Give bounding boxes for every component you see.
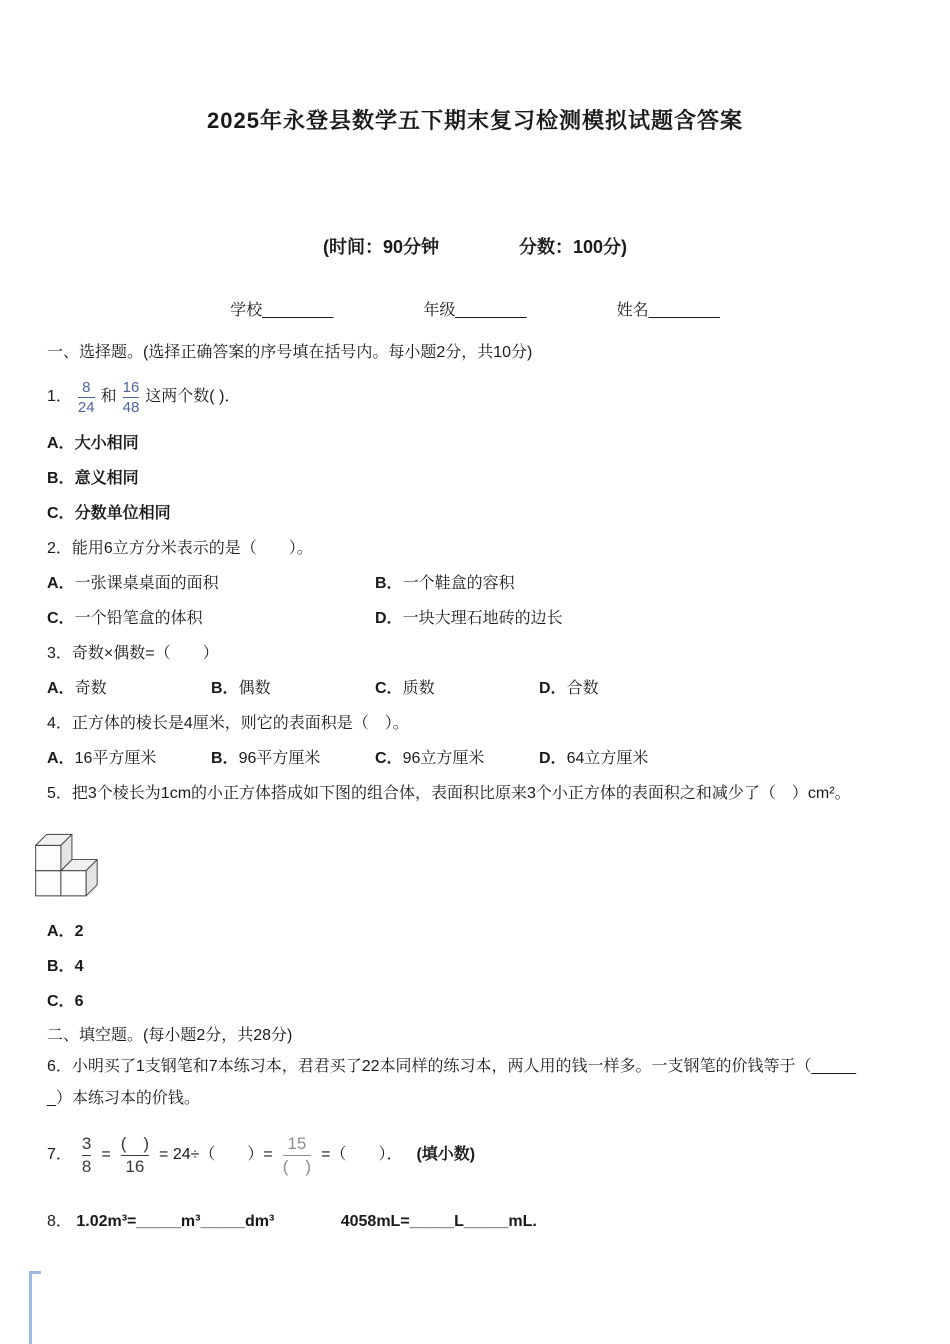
section-2-heading: 二、填空题。(每小题2分，共28分): [47, 1027, 293, 1044]
fraction-3-8: $\frac{3}{8}$: [81, 1133, 92, 1176]
section-1-heading: 一、选择题。(选择正确答案的序号填在括号内。每小题2分，共10分): [47, 344, 533, 361]
q5-option-b: B．4: [47, 958, 84, 975]
question-2-stem: 2．能用6立方分米表示的是（ ）。: [47, 540, 313, 557]
total-score-label: 分数：100分): [518, 237, 628, 257]
time-allowed-label: (时间：90分钟: [322, 237, 439, 257]
question-1-tail: 这两个数( )．: [145, 388, 241, 405]
q4-option-b: B．96平方厘米: [211, 750, 321, 767]
q3-options-row: [47, 678, 950, 700]
division-expression: = 24÷（ ）=: [159, 1146, 273, 1163]
equals-blank: =（ ）．: [321, 1146, 403, 1163]
q3-option-b: B．偶数: [211, 680, 271, 697]
q2-options-row-1: [47, 573, 950, 595]
three-cubes-illustration-icon: [18, 817, 118, 899]
q2-option-b: B．一个鞋盒的容积: [375, 575, 515, 592]
q1-option-c: C．分数单位相同: [47, 505, 171, 522]
exam-meta-line: [0, 235, 950, 259]
q5-option-a: A．2: [47, 923, 84, 940]
q1-option-b: B．意义相同: [47, 470, 139, 487]
question-8: [47, 1211, 950, 1233]
fraction-16-48: $\frac{16}{48}$: [122, 378, 140, 416]
q8-volume-conversion: 1.02m³=_____m³_____dm³: [76, 1213, 275, 1230]
equals-sign-1: =: [101, 1146, 111, 1163]
q5-option-c: C．6: [47, 993, 84, 1010]
question-1-connector: 和: [100, 388, 117, 405]
student-info-line: [0, 300, 950, 322]
page-title: 2025年永登县数学五下期末复习检测模拟试题含答案: [207, 108, 743, 133]
question-6-line-2: _）本练习本的价钱。: [47, 1090, 200, 1107]
q2-options-row-2: [47, 608, 950, 630]
question-5-stem: 5．把3个棱长为1cm的小正方体搭成如下图的组合体，表面积比原来3个小正方体的表面积之和减少了（ ）cm²。: [47, 785, 851, 802]
q4-option-c: C．96立方厘米: [375, 750, 485, 767]
question-3-stem: 3．奇数×偶数=（ ）: [47, 645, 219, 662]
q2-option-d: D．一块大理石地砖的边长: [375, 610, 563, 627]
q3-option-d: D．合数: [539, 680, 599, 697]
q1-option-a: A．大小相同: [47, 435, 139, 452]
question-7-equation: [47, 1126, 950, 1184]
question-4-stem: 4．正方体的棱长是4厘米，则它的表面积是（ ）。: [47, 715, 409, 732]
question-1-stem: [47, 374, 950, 420]
fraction-blank-16: $\frac{( )}{16}$: [120, 1133, 150, 1176]
q4-option-a: A．16平方厘米: [47, 750, 157, 767]
question-1-number: 1．: [47, 388, 72, 405]
q3-option-c: C．质数: [375, 680, 435, 697]
q3-option-a: A．奇数: [47, 680, 107, 697]
q2-option-c: C．一个铅笔盒的体积: [47, 610, 203, 627]
cube-stack-figure: [18, 817, 118, 899]
name-blank: 姓名________: [616, 302, 720, 319]
question-8-number: 8．: [47, 1213, 72, 1230]
decimal-hint-label: (填小数): [416, 1146, 476, 1163]
q4-options-row: [47, 748, 950, 770]
q8-capacity-conversion: 4058mL=_____L_____mL.: [340, 1213, 537, 1230]
school-blank: 学校________: [230, 302, 334, 319]
page-edge-artifact: [29, 1271, 41, 1344]
question-7-number: 7．: [47, 1146, 72, 1163]
grade-blank: 年级________: [423, 302, 527, 319]
q4-option-d: D．64立方厘米: [539, 750, 649, 767]
fraction-8-24: $\frac{8}{24}$: [77, 378, 95, 416]
fraction-15-blank: $\frac{15}{( )}$: [282, 1133, 312, 1176]
question-6-line-1: 6．小明买了1支钢笔和7本练习本，君君买了22本同样的练习本，两人用的钱一样多。一支钢笔的价钱等于（_____: [47, 1058, 856, 1075]
q2-option-a: A．一张课桌桌面的面积: [47, 575, 219, 592]
